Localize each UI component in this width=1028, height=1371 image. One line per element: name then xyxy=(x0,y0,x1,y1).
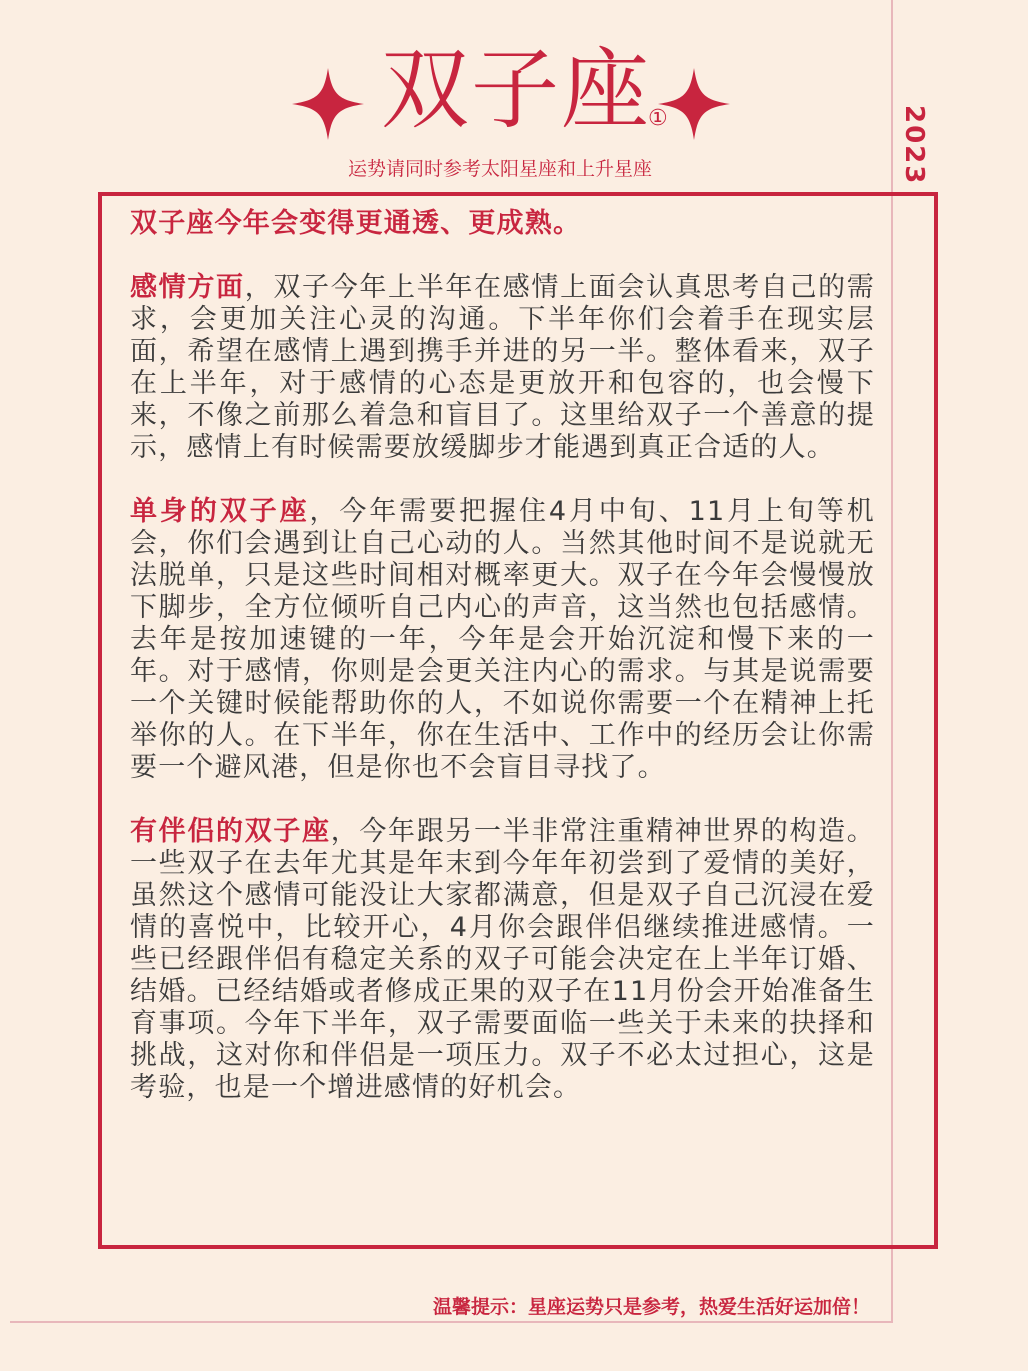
subtitle: 运势请同时参考太阳星座和上升星座 xyxy=(347,158,652,180)
four-point-star-icon xyxy=(292,68,364,140)
year-label: 2023 xyxy=(899,104,929,186)
horizontal-divider-line xyxy=(10,1321,893,1323)
section-heading: 感情方面 xyxy=(130,272,245,303)
section-text: ，今年跟另一半非常注重精神世界的构造。一些双子在去年尤其是年末到今年年初尝到了爱情的美好，虽然这个感情可能没让大家都满意，但是双子自己沉浸在爱情的喜悦中，比较开心，4月你会跟伴侣继续推进感情。一些已经跟伴侣有稳定关系的双子可能会决定在上半年订婚、结婚。已经结婚或者修成正果的双子在11月份会开始准备生育事项。今年下半年，双子需要面临一些关于未来的抉择和挑战，这对你和伴侣是一项压力。双子不必太过担心，这是考验，也是一个增进感情的好机会。 xyxy=(130,816,875,1103)
title-circled-number: ① xyxy=(648,106,668,131)
section-partnered xyxy=(130,816,875,1104)
lead-sentence: 双子座今年会变得更通透、更成熟。 xyxy=(130,208,582,239)
footer-tip: 温馨提示：星座运势只是参考，热爱生活好运加倍！ xyxy=(432,1296,870,1318)
section-romance xyxy=(130,272,875,464)
section-heading: 有伴侣的双子座 xyxy=(130,816,331,847)
page-title: 双子座 xyxy=(380,38,651,141)
four-point-star-icon xyxy=(658,68,730,140)
section-text: ，双子今年上半年在感情上面会认真思考自己的需求，会更加关注心灵的沟通。下半年你们会着手在现实层面，希望在感情上遇到携手并进的另一半。整体看来，双子在上半年，对于感情的心态是更放开和包容的，也会慢下来，不像之前那么着急和盲目了。这里给双子一个善意的提示，感情上有时候需要放缓脚步才能遇到真正合适的人。 xyxy=(130,272,875,463)
section-heading: 单身的双子座 xyxy=(130,496,310,527)
article-body xyxy=(130,208,875,1136)
title-row xyxy=(290,40,740,140)
section-text: ，今年需要把握住4月中旬、11月上旬等机会，你们会遇到让自己心动的人。当然其他时间不是说就无法脱单，只是这些时间相对概率更大。双子在今年会慢慢放下脚步，全方位倾听自己内心的声音，这当然也包括感情。去年是按加速键的一年，今年是会开始沉淀和慢下来的一年。对于感情，你则是会更关注内心的需求。与其是说需要一个关键时候能帮助你的人，不如说你需要一个在精神上托举你的人。在下半年，你在生活中、工作中的经历会让你需要一个避风港，但是你也不会盲目寻找了。 xyxy=(130,496,875,783)
section-single xyxy=(130,496,875,784)
